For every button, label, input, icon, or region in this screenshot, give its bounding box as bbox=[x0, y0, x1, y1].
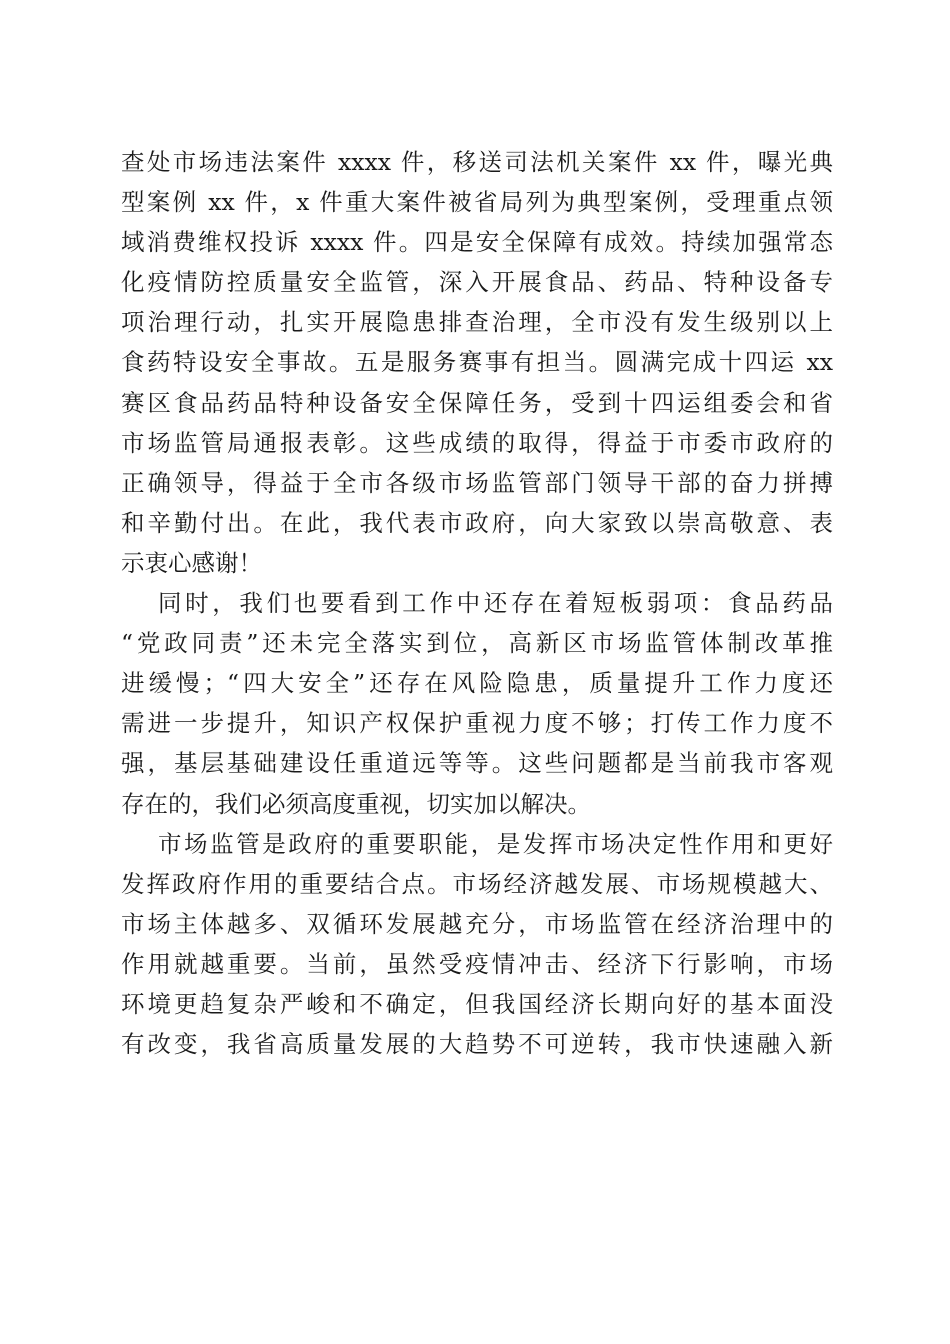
text-line: 型案例 xx 件，x 件重大案件被省局列为典型案例，受理重点领 bbox=[121, 188, 833, 217]
document-body bbox=[121, 142, 833, 1064]
text-line: 示衷心感谢！ bbox=[121, 548, 262, 577]
text-line: 有改变，我省高质量发展的大趋势不可逆转，我市快速融入新 bbox=[121, 1030, 833, 1059]
text-line: 正确领导，得益于全市各级市场监管部门领导干部的奋力拼搏 bbox=[121, 468, 833, 497]
text-line: 市场主体越多、双循环发展越充分，市场监管在经济治理中的 bbox=[121, 909, 833, 938]
text-line: 食药特设安全事故。五是服务赛事有担当。圆满完成十四运 xx bbox=[121, 348, 833, 377]
text-line: 和辛勤付出。在此，我代表市政府，向大家致以崇高敬意、表 bbox=[121, 508, 833, 537]
text-line: 作用就越重要。当前，虽然受疫情冲击、经济下行影响，市场 bbox=[121, 949, 833, 978]
paragraph-first-line: 市场监管是政府的重要职能，是发挥市场决定性作用和更好 bbox=[158, 829, 833, 858]
text-line: “党政同责”还未完全落实到位，高新区市场监管体制改革推 bbox=[121, 629, 833, 658]
text-line: 项治理行动，扎实开展隐患排查治理，全市没有发生级别以上 bbox=[121, 308, 833, 337]
text-line: 化疫情防控质量安全监管，深入开展食品、药品、特种设备专 bbox=[121, 268, 833, 297]
text-line: 进缓慢；“四大安全”还存在风险隐患，质量提升工作力度还 bbox=[121, 669, 833, 698]
paragraph-first-line: 同时，我们也要看到工作中还存在着短板弱项：食品药品 bbox=[158, 589, 833, 618]
text-line: 环境更趋复杂严峻和不确定，但我国经济长期向好的基本面没 bbox=[121, 989, 833, 1018]
text-line: 市场监管局通报表彰。这些成绩的取得，得益于市委市政府的 bbox=[121, 428, 833, 457]
text-line: 发挥政府作用的重要结合点。市场经济越发展、市场规模越大、 bbox=[121, 869, 833, 898]
text-line: 查处市场违法案件 xxxx 件，移送司法机关案件 xx 件，曝光典 bbox=[121, 148, 833, 176]
text-line: 存在的，我们必须高度重视，切实加以解决。 bbox=[121, 789, 591, 818]
text-line: 域消费维权投诉 xxxx 件。四是安全保障有成效。持续加强常态 bbox=[121, 228, 833, 257]
text-line: 需进一步提升，知识产权保护重视力度不够；打传工作力度不 bbox=[121, 709, 833, 738]
text-line: 强，基层基础建设任重道远等等。这些问题都是当前我市客观 bbox=[121, 749, 833, 778]
text-line: 赛区食品药品特种设备安全保障任务，受到十四运组委会和省 bbox=[121, 388, 833, 417]
